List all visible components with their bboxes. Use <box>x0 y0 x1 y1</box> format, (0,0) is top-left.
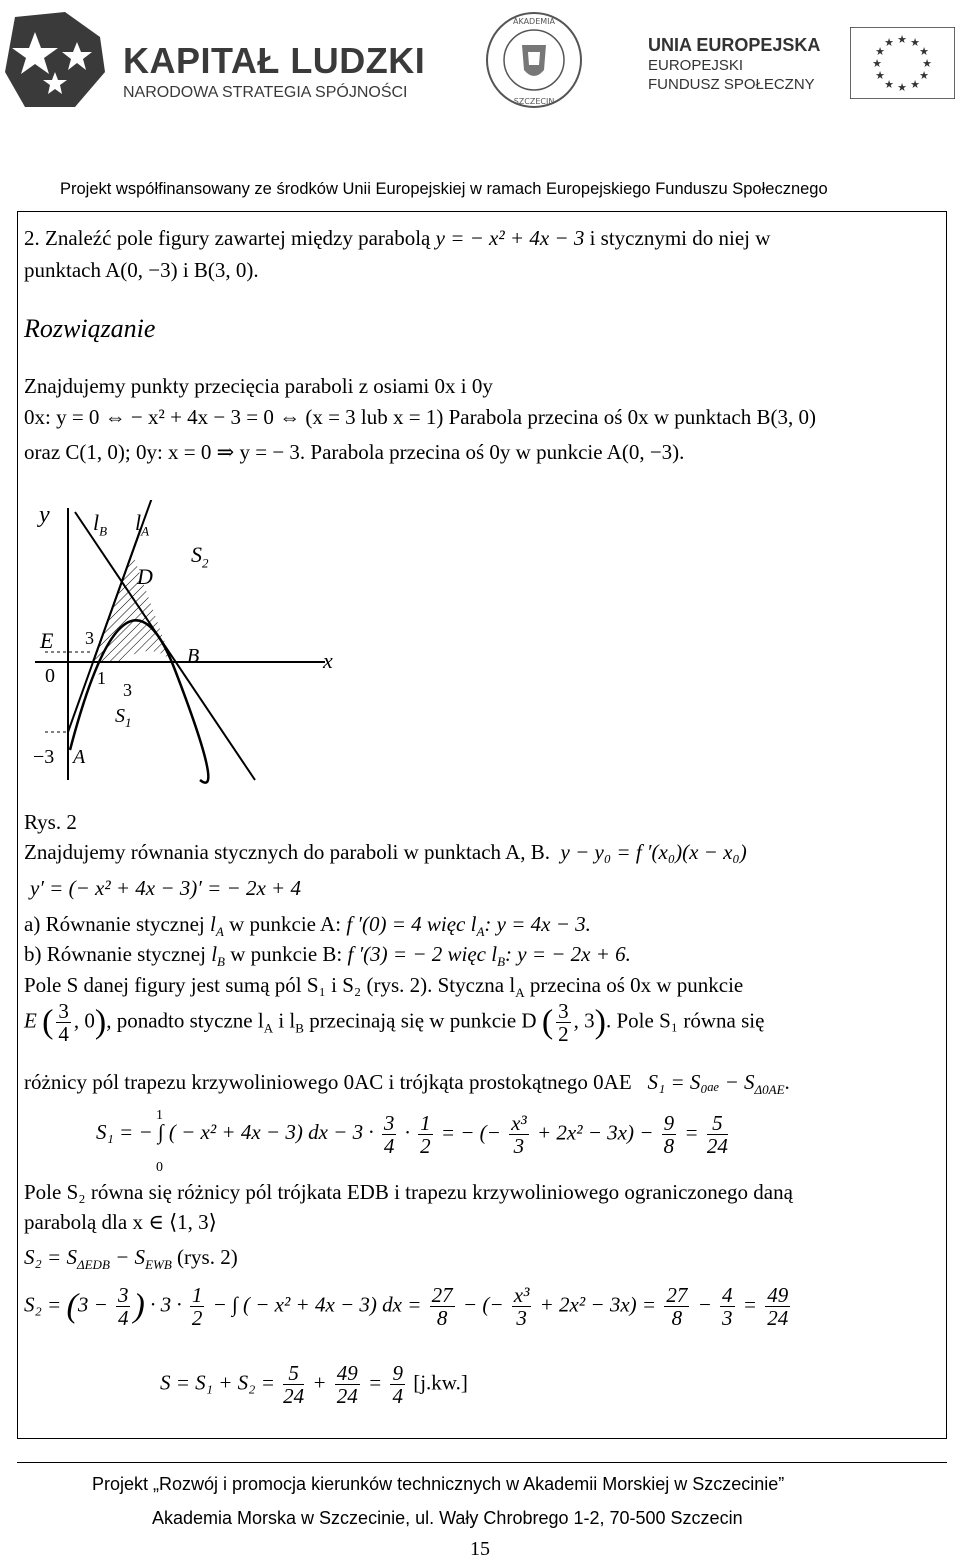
svg-text:★: ★ <box>872 57 882 70</box>
kapital-ludzki-logo <box>5 12 435 112</box>
fig-label-1: 1 <box>97 668 106 688</box>
svg-text:★: ★ <box>897 33 907 46</box>
tangent-a-line: a) Równanie stycznej $l_A$ w punkcie A: f ′(0) = 4 więc $l_A$: y = 4x − 3. <box>24 912 591 940</box>
kl-logo-title: KAPITAŁ LUDZKI <box>123 40 426 81</box>
fig-label-A: A <box>73 746 86 768</box>
fig-label-D: D <box>137 564 153 589</box>
svg-text:★: ★ <box>884 36 894 49</box>
ue-line2: EUROPEJSKI <box>648 57 744 74</box>
footer-address: Akademia Morska w Szczecinie, ul. Wały Chrobrego 1-2, 70-500 Szczecin <box>152 1508 743 1528</box>
svg-text:★: ★ <box>875 45 885 58</box>
problem-line-1: 2. Znaleźć pole figury zawartej między parabolą y = − x² + 4x − 3 i stycznymi do niej w <box>24 226 771 250</box>
svg-text:★: ★ <box>897 81 907 94</box>
area-sum-line: Pole S danej figury jest sumą pól S₁ i S₂ (rys. 2). Styczna $l_A$ przecina oś 0x w punkcie <box>24 973 744 1001</box>
s1-integral-limit-bottom: 0 <box>156 1160 163 1175</box>
eu-flag-icon <box>850 27 955 99</box>
fig-label-S1: $S_1$ <box>115 705 132 730</box>
fig-label-lA: $l_A$ <box>135 510 150 539</box>
unia-europejska-logo <box>645 35 955 105</box>
fig-label-0: 0 <box>45 665 55 687</box>
solution-p3: oraz C(1, 0); 0y: x = 0 ⇒ y = − 3. Parabola przecina oś 0y w punkcie A(0, −3). <box>24 440 685 464</box>
fig-label-y: y <box>39 502 50 528</box>
fig-label-S2: $S_2$ <box>191 542 209 571</box>
s2-computation: S₂ = (3 − $\frac{3}{4}$ ) · 3 · $\frac{1}{2}$ − ∫ ( − x² + 4x − 3) dx = $\frac{27}{8}$ − (− $\frac{\text{x³}}{3}$ + 2x² − 3x) = $\frac{27}{8}$ − $\frac{4}{3}$ = $\frac{49}{24}$ <box>24 1283 789 1330</box>
area-difference-line: różnicy pól trapezu krzywoliniowego 0AC i trójkąta prostokątnego 0AE $S_1 = S_{0ae} - S_{\Delta 0AE}$. <box>24 1070 790 1098</box>
svg-text:★: ★ <box>875 69 885 82</box>
footer-project: Projekt „Rozwój i promocja kierunków technicznych w Akademii Morskiej w Szczecinie” <box>92 1474 785 1494</box>
s2-definition: $S_2 = S_{\Delta EDB} - S_{EWB}$ (rys. 2) <box>24 1245 238 1273</box>
figure-rys-2 <box>25 500 345 790</box>
footer-divider <box>17 1462 947 1463</box>
s-total: S = S₁ + S₂ = $\frac{5}{24}$ + $\frac{49}{24}$ = $\frac{9}{4}$ [j.kw.] <box>160 1361 468 1408</box>
figure-caption: Rys. 2 <box>24 810 77 834</box>
fig-label-3-axis: 3 <box>123 680 132 700</box>
svg-text:★: ★ <box>910 36 920 49</box>
fig-label-E: E <box>40 628 54 653</box>
ue-title: UNIA EUROPEJSKA <box>648 35 821 55</box>
cofinance-note: Projekt współfinansowany ze środków Unii Europejskiej w ramach Europejskiego Funduszu Społecznego <box>60 180 828 198</box>
svg-text:★: ★ <box>922 57 932 70</box>
kl-logo-subtitle: NARODOWA STRATEGIA SPÓJNOŚCI <box>123 84 408 101</box>
s2-description: Pole S₂ równa się różnicy pól trójkata EDB i trapezu krzywoliniowego ograniczonego daną <box>24 1180 793 1204</box>
kl-stars-icon <box>5 12 115 112</box>
solution-p1: Znajdujemy punkty przecięcia paraboli z osiami 0x i 0y <box>24 374 493 398</box>
am-seal-icon <box>484 10 584 110</box>
ue-line3: FUNDUSZ SPOŁECZNY <box>648 76 815 93</box>
s2-description-2: parabolą dla x ∈ ⟨1, 3⟩ <box>24 1210 217 1234</box>
hatched-region-s2 <box>93 552 172 662</box>
svg-text:★: ★ <box>884 78 894 91</box>
svg-text:AKADEMIA: AKADEMIA <box>513 17 555 26</box>
svg-text:★: ★ <box>910 78 920 91</box>
akademia-morska-seal <box>484 10 584 110</box>
fig-label-3-top: 3 <box>85 628 94 648</box>
derivative-line: y′ = (− x² + 4x − 3)′ = − 2x + 4 <box>30 876 301 900</box>
svg-text:SZCZECIN: SZCZECIN <box>513 97 555 106</box>
svg-text:★: ★ <box>919 45 929 58</box>
tangent-b-line: b) Równanie stycznej $l_B$ w punkcie B: f ′(3) = − 2 więc $l_B$: y = − 2x + 6. <box>24 942 631 970</box>
fig-label-lB: $l_B$ <box>93 510 108 539</box>
problem-line-2: punktach A(0, −3) i B(3, 0). <box>24 258 259 282</box>
points-E-D-line: E ( $\frac{3}{4}$ , 0), ponadto styczne $l_A$ i $l_B$ przecinają się w punkcie D ( $\frac{3}{2}$ , 3). Pole S₁ równa się <box>24 999 765 1046</box>
solution-p2: 0x: y = 0 ⇔ − x² + 4x − 3 = 0 ⇔ (x = 3 lub x = 1) Parabola przecina oś 0x w punktach B(3, 0) <box>24 405 816 429</box>
tangents-intro: Znajdujemy równania stycznych do paraboli w punktach A, B. y − y₀ = f ′(x₀)(x − x₀) <box>24 840 747 864</box>
fig-label-m3: −3 <box>33 746 55 768</box>
solution-heading: Rozwiązanie <box>24 314 156 343</box>
s1-integral-limit-top: 1 <box>156 1108 163 1123</box>
fig-label-B: B <box>187 645 200 667</box>
page-number: 15 <box>470 1538 490 1560</box>
fig-label-x: x <box>323 648 333 673</box>
s1-computation: S₁ = − ∫ ( − x² + 4x − 3) dx − 3 · $\frac{3}{4}$ · $\frac{1}{2}$ = − (− $\frac{\text{x³}}{3}$ + 2x² − 3x) − $\frac{9}{8}$ = $\frac{5}{24}$ <box>96 1111 728 1158</box>
svg-text:★: ★ <box>919 69 929 82</box>
